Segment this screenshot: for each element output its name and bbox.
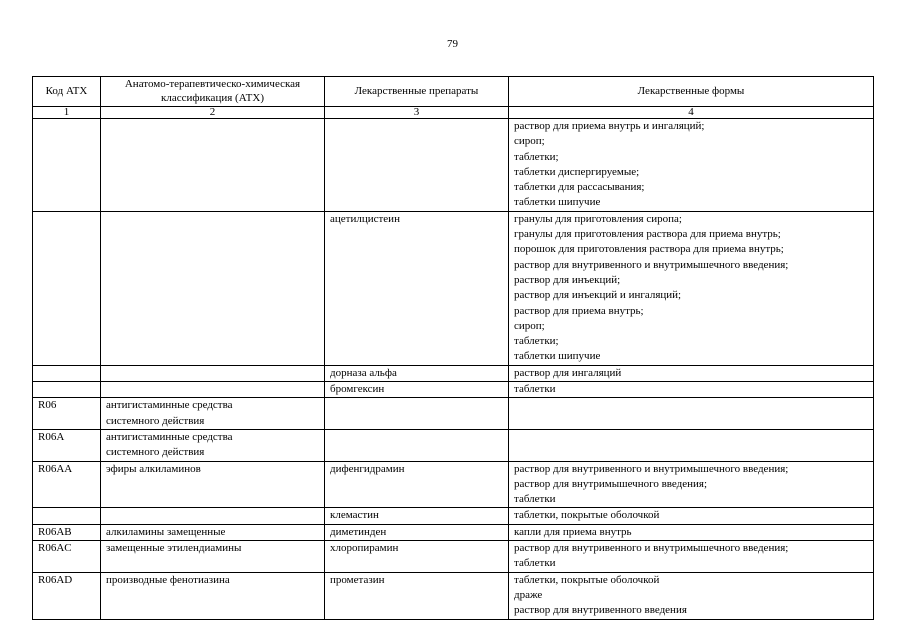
drug-name-cell: [325, 398, 509, 430]
table-row: [33, 429, 874, 461]
classification-cell: [101, 398, 325, 430]
dosage-form-line: таблетки шипучие: [514, 196, 601, 209]
drug-name-cell: дорназа альфа: [325, 365, 509, 381]
dosage-form-line: раствор для внутривенного введения: [514, 604, 687, 617]
dosage-forms-cell: [509, 398, 874, 430]
dosage-form-line: порошок для приготовления раствора для приема внутрь;: [514, 243, 784, 256]
column-number: 1: [33, 107, 101, 119]
drug-name-cell: [325, 119, 509, 212]
atx-code-cell: R06A: [33, 429, 101, 461]
dosage-form-line: раствор для приема внутрь;: [514, 304, 644, 317]
drug-name-cell: диметинден: [325, 524, 509, 540]
classification-line: алкиламины замещенные: [106, 525, 226, 538]
dosage-form-line: таблетки;: [514, 335, 559, 348]
header-atx-code: Код ATX: [33, 77, 101, 107]
column-number-row: [33, 107, 874, 119]
dosage-forms-cell: [509, 119, 874, 212]
atx-code-cell: R06: [33, 398, 101, 430]
column-number: 3: [325, 107, 509, 119]
classification-cell: [101, 211, 325, 365]
classification-line: антигистаминные средства: [106, 430, 233, 443]
header-drugs: Лекарственные препараты: [325, 77, 509, 107]
dosage-form-line: таблетки: [514, 557, 556, 570]
dosage-form-line: таблетки: [514, 383, 556, 396]
column-number: 2: [101, 107, 325, 119]
dosage-form-line: драже: [514, 588, 543, 601]
dosage-forms-cell: [509, 429, 874, 461]
dosage-form-line: таблетки шипучие: [514, 350, 601, 363]
dosage-form-line: таблетки диспергируемые;: [514, 165, 640, 178]
column-number: 4: [509, 107, 874, 119]
dosage-forms-cell: [509, 572, 874, 619]
dosage-forms-cell: [509, 461, 874, 508]
atx-code-cell: [33, 382, 101, 398]
table-row: [33, 382, 874, 398]
drug-name-cell: прометазин: [325, 572, 509, 619]
dosage-forms-cell: [509, 382, 874, 398]
dosage-form-line: таблетки, покрытые оболочкой: [514, 573, 660, 586]
table-row: [33, 572, 874, 619]
atx-code-cell: R06AC: [33, 541, 101, 573]
atx-code-cell: [33, 508, 101, 524]
drug-name-cell: ацетилцистеин: [325, 211, 509, 365]
header-dosage-forms: Лекарственные формы: [509, 77, 874, 107]
dosage-form-line: сироп;: [514, 319, 545, 332]
dosage-form-line: раствор для внутривенного и внутримышечного введения;: [514, 542, 789, 555]
dosage-form-line: таблетки: [514, 493, 556, 506]
drug-name-cell: [325, 429, 509, 461]
classification-cell: [101, 119, 325, 212]
classification-cell: [101, 524, 325, 540]
classification-cell: [101, 382, 325, 398]
classification-line: производные фенотиазина: [106, 573, 230, 586]
atx-code-cell: [33, 365, 101, 381]
dosage-form-line: раствор для приема внутрь и ингаляций;: [514, 120, 705, 132]
classification-line: системного действия: [106, 414, 205, 427]
dosage-forms-cell: [509, 541, 874, 573]
classification-cell: [101, 508, 325, 524]
dosage-form-line: таблетки;: [514, 150, 559, 163]
header-atx-classification: Анатомо-терапевтическо-химическая классификация (АТХ): [101, 77, 325, 107]
dosage-form-line: раствор для внутривенного и внутримышечного введения;: [514, 258, 789, 271]
atx-code-cell: [33, 211, 101, 365]
table-row: [33, 398, 874, 430]
classification-cell: [101, 541, 325, 573]
dosage-form-line: раствор для инъекций и ингаляций;: [514, 289, 682, 302]
classification-line: антигистаминные средства: [106, 399, 233, 412]
atx-code-cell: [33, 119, 101, 212]
classification-line: замещенные этилендиамины: [106, 542, 242, 555]
atx-drug-table: [32, 76, 874, 620]
dosage-forms-cell: [509, 508, 874, 524]
classification-cell: [101, 572, 325, 619]
table-row: [33, 461, 874, 508]
classification-cell: [101, 429, 325, 461]
dosage-form-line: гранулы для приготовления раствора для приема внутрь;: [514, 228, 781, 241]
table-row: [33, 524, 874, 540]
table-header-row: [33, 77, 874, 107]
dosage-form-line: гранулы для приготовления сиропа;: [514, 212, 682, 225]
dosage-form-line: раствор для ингаляций: [514, 366, 622, 379]
classification-cell: [101, 461, 325, 508]
classification-line: системного действия: [106, 446, 205, 459]
table-row: [33, 211, 874, 365]
drug-name-cell: дифенгидрамин: [325, 461, 509, 508]
dosage-form-line: таблетки, покрытые оболочкой: [514, 509, 660, 522]
dosage-form-line: раствор для внутримышечного введения;: [514, 477, 708, 490]
dosage-form-line: раствор для внутривенного и внутримышечного введения;: [514, 462, 789, 475]
drug-name-cell: бромгексин: [325, 382, 509, 398]
dosage-form-line: сироп;: [514, 135, 545, 148]
dosage-forms-cell: [509, 365, 874, 381]
page-number: 79: [447, 38, 458, 50]
table-row: [33, 119, 874, 212]
atx-code-cell: R06AD: [33, 572, 101, 619]
drug-name-cell: хлоропирамин: [325, 541, 509, 573]
dosage-form-line: капли для приема внутрь: [514, 525, 632, 538]
drug-name-cell: клемастин: [325, 508, 509, 524]
dosage-forms-cell: [509, 524, 874, 540]
atx-code-cell: R06AB: [33, 524, 101, 540]
classification-line: эфиры алкиламинов: [106, 462, 201, 475]
table-body: [33, 119, 874, 620]
table-row: [33, 365, 874, 381]
table-row: [33, 508, 874, 524]
table-row: [33, 541, 874, 573]
atx-code-cell: R06AA: [33, 461, 101, 508]
dosage-form-line: раствор для инъекций;: [514, 273, 621, 286]
dosage-forms-cell: [509, 211, 874, 365]
dosage-form-line: таблетки для рассасывания;: [514, 181, 645, 194]
classification-cell: [101, 365, 325, 381]
